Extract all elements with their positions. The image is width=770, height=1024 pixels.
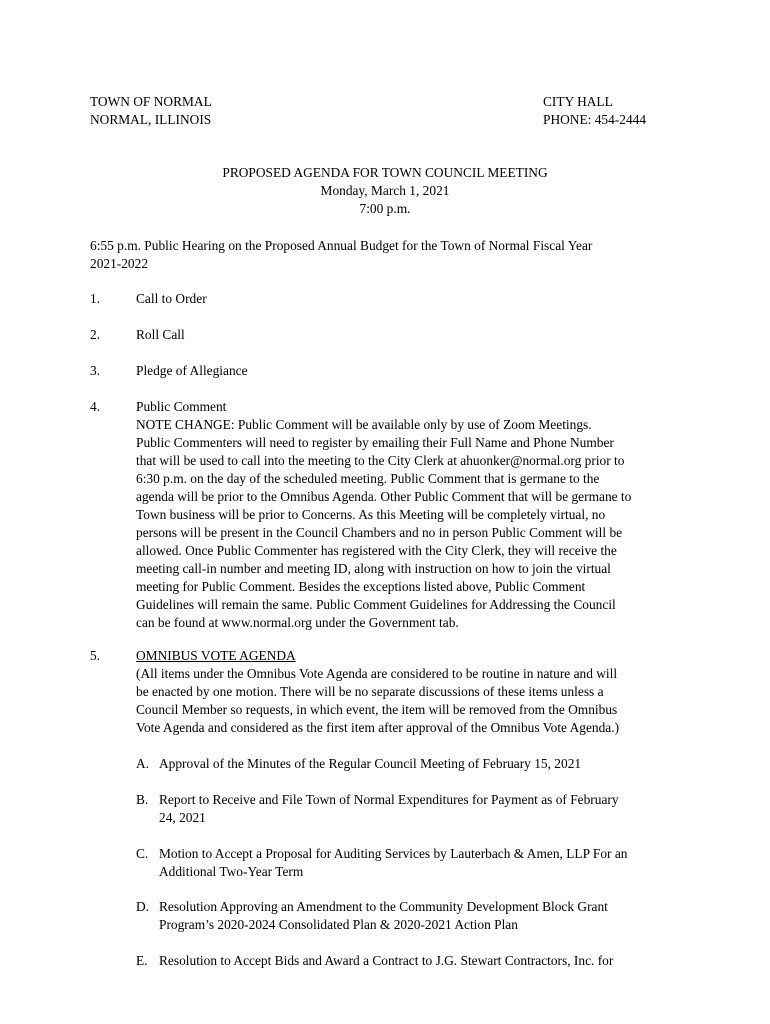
item-number: 2. [90, 327, 101, 342]
item-label: OMNIBUS VOTE AGENDA [136, 648, 296, 663]
town-state: NORMAL, ILLINOIS [90, 112, 212, 127]
item-label: Call to Order [136, 291, 207, 306]
meeting-time: 7:00 p.m. [359, 201, 411, 216]
agenda-title [0, 164, 770, 218]
header-right [543, 93, 646, 129]
item-body: Public Comment NOTE CHANGE: Public Comment will be available only by use of Zoom Meetings. Public Commenters will need to register by emailing their Full Name and Phone Number that will be used to call into the meeting to the City Clerk at ahuonker@normal.org prior to 6:30 p.m. on the day of the scheduled meeting. Public Comment that is germane to the agenda will be prior to the Omnibus Agenda. Other Public Comment that will be germane to Town business will be prior to Concerns. As this Meeting will be completely virtual, no persons will be present in the Council Chambers and no in person Public Comment will be allowed. Once Public Commenter has registered with the City Clerk, they will receive the meeting call-in number and meeting ID, along with instruction on how to join the virtual meeting for Public Comment. Besides the exceptions listed above, Public Comment Guidelines will remain the same. Public Comment Guidelines for Addressing the Council can be found at www.normal.org under the Government tab. [136, 399, 632, 630]
item-number: 5. [90, 648, 101, 663]
subitem-letter: E. [136, 953, 148, 968]
header-left [90, 93, 212, 129]
subitem-letter: B. [136, 792, 149, 807]
public-hearing: 6:55 p.m. Public Hearing on the Proposed Annual Budget for the Town of Normal Fiscal Year 2021-2022 [90, 238, 593, 271]
item-label: Roll Call [136, 327, 185, 342]
meeting-date: Monday, March 1, 2021 [320, 183, 450, 198]
item-label: Public Comment [136, 399, 227, 414]
phone: PHONE: 454-2444 [543, 112, 647, 127]
town-name: TOWN OF NORMAL [90, 94, 212, 109]
item-number: 1. [90, 291, 101, 306]
title-line: PROPOSED AGENDA FOR TOWN COUNCIL MEETING [222, 165, 548, 180]
subitem-letter: C. [136, 846, 149, 861]
item-number: 4. [90, 399, 101, 414]
subitem-letter: A. [136, 756, 150, 771]
agenda-page: TOWN OF NORMAL NORMAL, ILLINOIS CITY HALL PHONE: 454-2444 PROPOSED AGENDA FOR TOWN COUNCIL MEETING Monday, March 1, 2021 7:00 p.m. 6:55 p.m. Public Hearing on the Proposed Annual Budget for the Town of Normal Fiscal Year 2021-2022 1. Call to Order 2. Roll Call 3. Pledge of Allegiance 4. Public Comment NOTE CHANGE: Public Comment will be available only by use of Zoom Meetings. Public Commenters will need to register by emailing their Full Name and Phone Number that will be used to call into the meeting to the City Clerk at ahuonker@normal.org prior to 6:30 p.m. on the day of the scheduled meeting. Public Comment that is germane to the agenda will be prior to the Omnibus Agenda. Other Public Comment that will be germane to Town business will be prior to Concerns. As this Meeting will be completely virtual, no persons will be present in the Council Chambers and no in person Public Comment will be allowed. Once Public Commenter has registered with the City Clerk, they will receive the meeting call-in number and meeting ID, along with instruction on how to join the virtual meeting for Public Comment. Besides the exceptions listed above, Public Comment Guidelines will remain the same. Public Comment Guidelines for Addressing the Council can be found at www.normal.org under the Government tab. 5. OMNIBUS VOTE AGENDA (All items under the Omnibus Vote Agenda are considered to be routine in nature and will be enacted by one motion. There will be no separate discussions of these items unless a Council Member so requests, in which event, the item will be removed from the Omnibus Vote Agenda and considered as the first item after approval of the Omnibus Vote Agenda.) A. Approval of the Minutes of the Regular Council Meeting of February 15, 2021 B. Report to Receive and File Town of Normal Expenditures for Payment as of February 24, 2021 C. Motion to Accept a Proposal for Auditing Services by Lauterbach & Amen, LLP For an Additional Two-Year Term D. Resolution Approving an Amendment to the Community Development Block Grant Program’s 2020-2024 Consolidated Plan & 2020-2021 Action Plan E. Resolution to Accept Bids and Award a Contract to J.G. Stewart Contractors, Inc. for [0, 0, 770, 1024]
item-body: OMNIBUS VOTE AGENDA (All items under the Omnibus Vote Agenda are considered to be routine in nature and will be enacted by one motion. There will be no separate discussions of these items unless a Council Member so requests, in which event, the item will be removed from the Omnibus Vote Agenda and considered as the first item after approval of the Omnibus Vote Agenda.) [136, 648, 620, 735]
subitem-letter: D. [136, 899, 150, 914]
item-label: Pledge of Allegiance [136, 363, 248, 378]
item-number: 3. [90, 363, 101, 378]
city-hall: CITY HALL [543, 94, 613, 109]
